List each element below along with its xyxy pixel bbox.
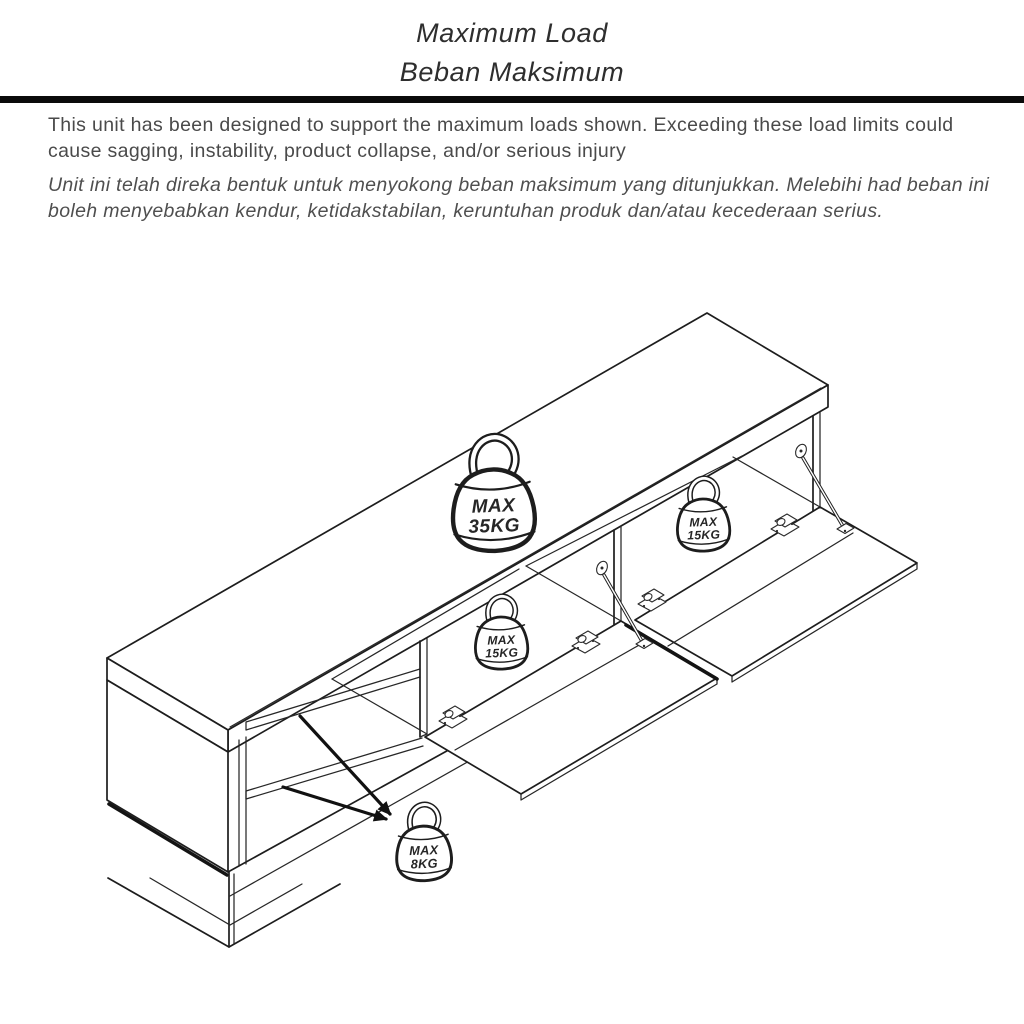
arrow-top-shelf	[300, 716, 390, 814]
weight-label: MAX	[487, 632, 516, 648]
weight-value: 35KG	[468, 515, 521, 538]
weight-value: 15KG	[484, 645, 519, 661]
weight-icon-8kg-shelves	[395, 804, 452, 882]
page-title-malay: Beban Maksimum	[399, 57, 625, 87]
middle-flap-door	[425, 621, 717, 800]
weight-label: MAX	[471, 495, 516, 518]
weight-label: MAX	[408, 842, 439, 859]
weight-value: 8KG	[410, 855, 439, 872]
weight-label: MAX	[689, 514, 718, 530]
warning-malay-line-1: Unit ini telah direka bentuk untuk menyokong beban maksimum yang ditunjukkan. Melebihi had beban ini	[48, 174, 990, 196]
warning-english-line-1: This unit has been designed to support the maximum loads shown. Exceeding these load limits could	[48, 114, 954, 136]
weight-value: 15KG	[686, 527, 721, 543]
shelf-load-arrows	[283, 716, 390, 819]
page-title-english: Maximum Load	[416, 18, 608, 48]
warning-english-line-2: cause sagging, instability, product collapse, and/or serious injury	[48, 139, 627, 162]
tv-bench-drawing	[107, 313, 917, 947]
warning-malay-line-2: boleh menyebabkan kendur, ketidakstabilan, keruntuhan produk dan/atau kecederaan serius.	[48, 199, 884, 222]
